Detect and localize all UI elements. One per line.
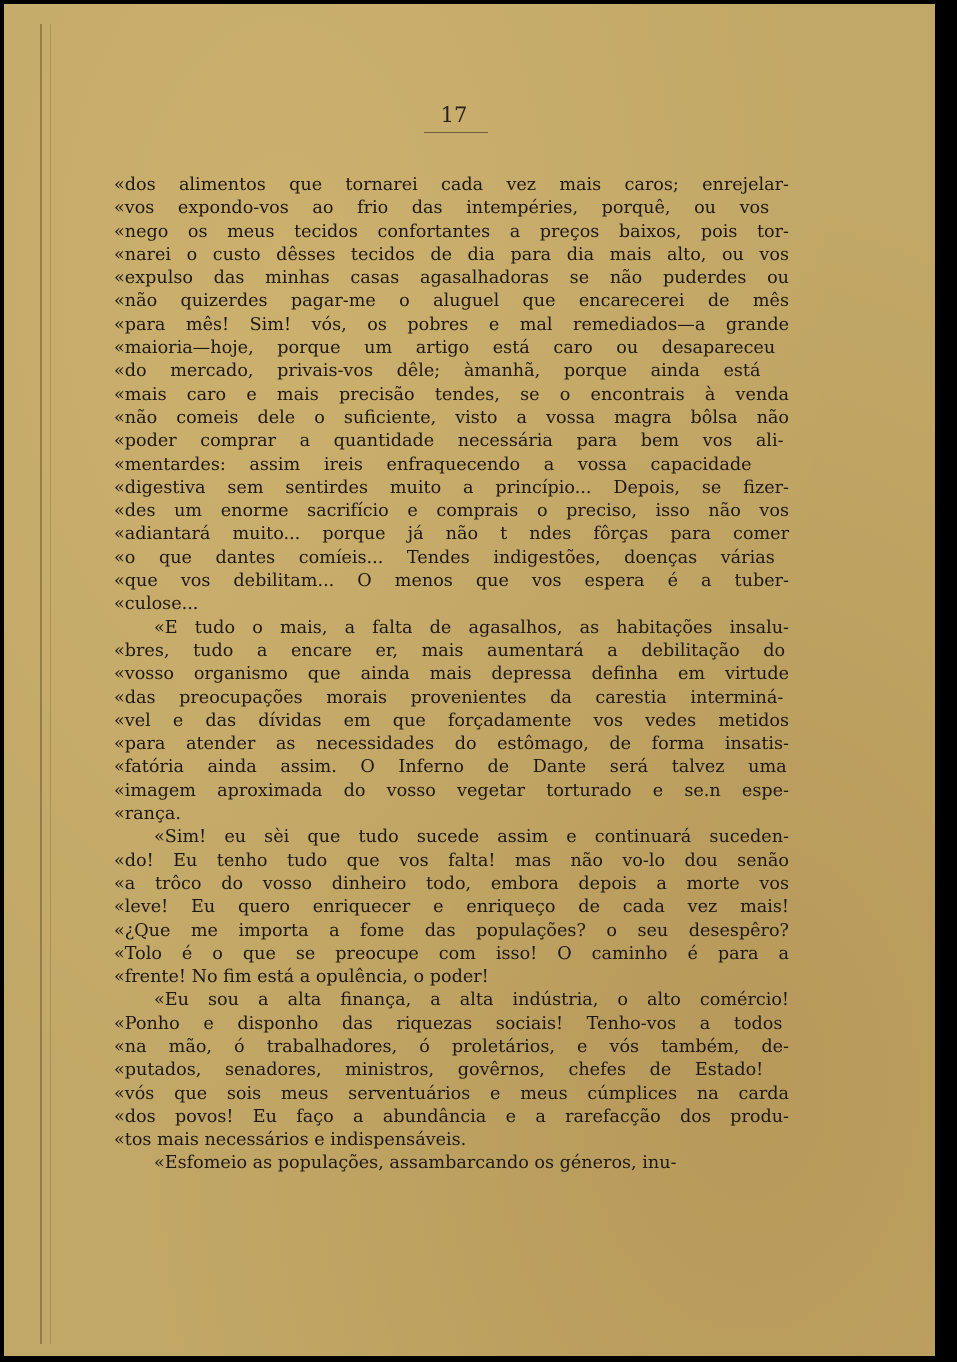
text-line: «Sim! eu sèi que tudo sucede assim e continuará suceden- [154,827,789,848]
text-line: «digestiva sem sentirdes muito a princípio... Depois, se fizer- [114,477,789,498]
text-line: «tos mais necessários e indispensáveis. [114,1130,467,1151]
text-line: «Eu sou a alta finança, a alta indústria, o alto comércio! [154,990,789,1011]
text-line: «Tolo é o que se preocupe com isso! O caminho é para a [114,943,789,964]
page-number-rule [424,132,488,133]
text-line: «Esfomeio as populações, assambarcando os géneros, inu- [154,1153,677,1174]
text-line: «dos alimentos que tornarei cada vez mais caros; enrejelar- [114,175,789,195]
text-line: «fatória ainda assim. O Inferno de Dante será talvez uma [114,757,787,778]
text-line: «do! Eu tenho tudo que vos falta! mas não vo-lo dou senão [114,850,789,871]
text-line: «mais caro e mais precisão tendes, se o encontrais à venda [114,384,789,405]
text-line: «frente! No fim está a opulência, o poder! [114,967,489,988]
text-line: «putados, senadores, ministros, govêrnos, chefes de Estado! [114,1060,764,1081]
text-line: «culose... [114,594,199,615]
text-line: «E tudo o mais, a falta de agasalhos, as habitações insalu- [154,617,789,638]
text-line: «mentardes: assim ireis enfraquecendo a vossa capacidade [114,454,752,475]
text-line: «imagem aproximada do vosso vegetar torturado e se.n espe- [114,780,789,801]
text-line: «das preocupações morais provenientes da carestia interminá- [114,687,784,708]
text-line: «do mercado, privais-vos dêle; àmanhã, porque ainda está [114,361,761,382]
text-line: «vos expondo-vos ao frio das intempéries, porquê, ou vos [114,198,770,219]
text-line: «vosso organismo que ainda mais depressa definha em virtude [114,664,789,685]
text-line: «des um enorme sacrifício e comprais o preciso, isso não vos [114,501,789,522]
text-line: «poder comprar a quantidade necessária para bem vos ali- [114,431,784,452]
text-line: «narei o custo dêsses tecidos de dia para dia mais alto, ou vos [114,244,789,265]
text-line: «vós que sois meus serventuários e meus cúmplices na carda [114,1083,789,1104]
text-line: «que vos debilitam... O menos que vos espera é a tuber- [114,571,789,592]
body-text [114,174,789,1176]
text-line: «a trôco do vosso dinheiro todo, embora depois a morte vos [114,873,789,894]
text-line: «expulso das minhas casas agasalhadoras se não puderdes ou [114,268,789,289]
text-line: «o que dantes comíeis... Tendes indigestões, doenças várias [114,547,775,568]
text-line: «não comeis dele o suficiente, visto a vossa magra bôlsa não [114,407,789,428]
text-line: «na mão, ó trabalhadores, ó proletários, e vós também, de- [114,1036,789,1057]
text-line: «dos povos! Eu faço a abundância e a rarefacção dos produ- [114,1106,789,1127]
text-line: «maioria—hoje, porque um artigo está caro ou desapareceu [114,338,776,359]
book-page [4,4,935,1356]
text-line: «para mês! Sim! vós, os pobres e mal remediados—a grande [114,314,789,335]
page-number: 17 [440,103,468,127]
text-line: «bres, tudo a encare er, mais aumentará a debilitação do [114,640,786,661]
text-line: «para atender as necessidades do estômago, de forma insatis- [114,734,789,755]
text-line: «nego os meus tecidos confortantes a preços baixos, pois tor- [114,221,789,242]
binding-edge [40,24,51,1344]
text-line: «adiantará muito... porque já não t ndes fôrças para comer [114,524,789,545]
text-line: «¿Que me importa a fome das populações? o seu desespêro? [114,920,789,941]
text-line: «não quizerdes pagar-me o aluguel que encarecerei de mês [114,291,789,312]
text-line: «leve! Eu quero enriquecer e enriqueço de cada vez mais! [114,897,789,918]
text-line: «rança. [114,804,181,825]
text-line: «Ponho e disponho das riquezas sociais! Tenho-vos a todos [114,1013,783,1034]
text-line: «vel e das dívidas em que forçadamente vos vedes metidos [114,710,789,731]
